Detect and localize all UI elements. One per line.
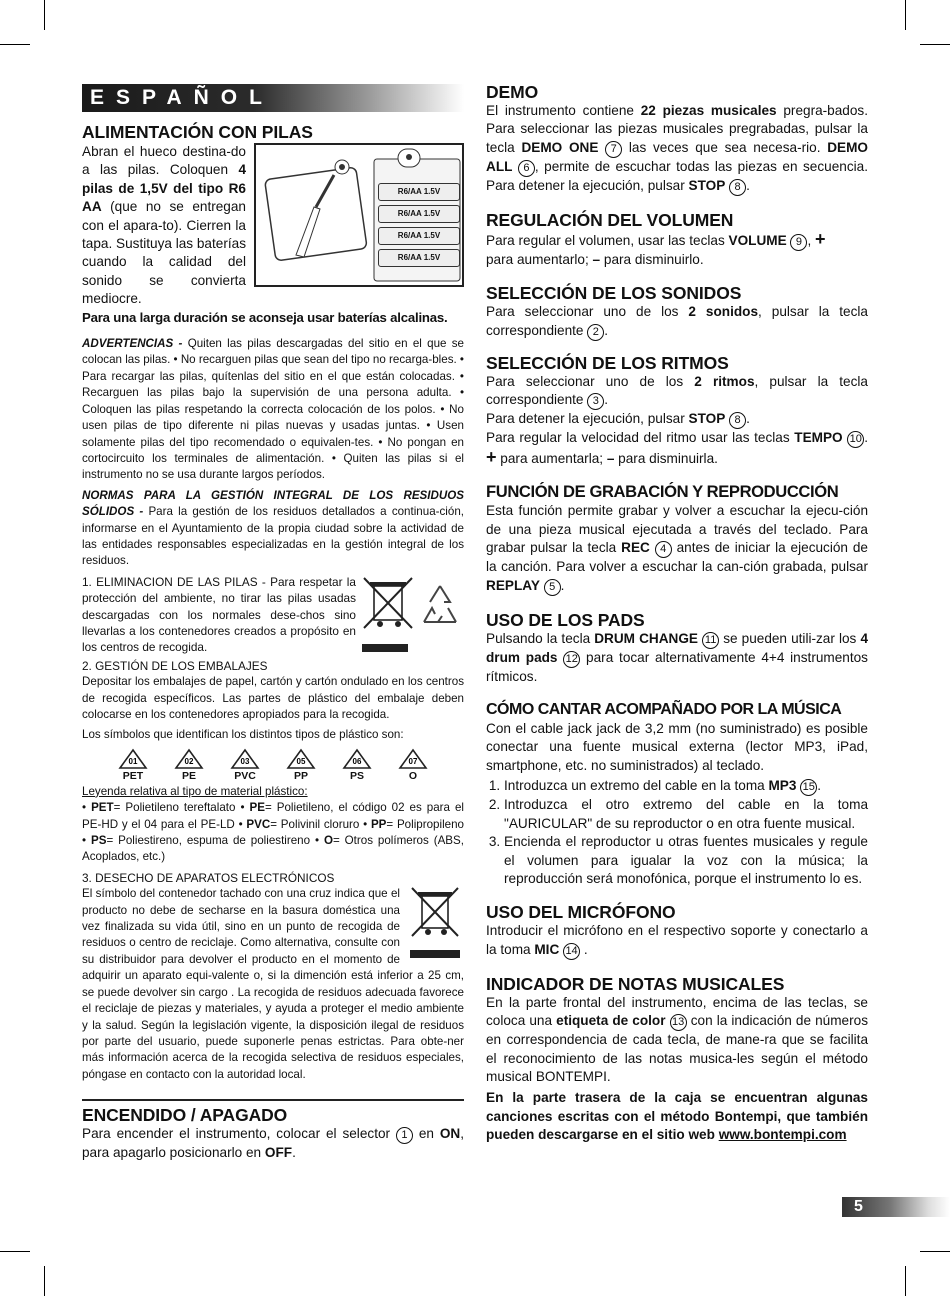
recycle-triangle-icon: [341, 748, 373, 770]
battery-cell: R6/AA 1.5V: [378, 227, 460, 245]
legend-entry: PE= Polietileno, el código 02 es para el PE-HD y el 04 para el PE-LD •: [82, 801, 465, 831]
alkaline-note: Para una larga duración se aconseja usar baterías alcalinas.: [82, 309, 448, 325]
crop-mark: [905, 1266, 906, 1296]
mic-text: Introducir el micrófono en el respectivo soporte y conectarlo a la toma MIC 14 .: [486, 922, 868, 959]
plastic-symbol: [391, 748, 435, 782]
legend-entry: O= Otros polímeros (ABS, Acoplados, etc.): [82, 834, 464, 864]
recycle-icons: [356, 574, 464, 656]
recycle-triangle-icon: [173, 748, 205, 770]
recycle-triangle-icon: [117, 748, 149, 770]
battery-disposal-section: [82, 574, 464, 656]
volume-title: REGULACIÓN DEL VOLUMEN: [486, 209, 734, 230]
recycle-triangle-icon: [229, 748, 261, 770]
crop-mark: [920, 44, 950, 45]
download-note: En la parte trasera de la caja se encuentran algunas canciones escritas con el método Bontempi, que también pueden descargarse en el sitio web www.bontempi.com: [486, 1090, 868, 1143]
plastic-symbol: [223, 748, 267, 782]
number-badge: 15: [800, 779, 817, 796]
power-title: ENCENDIDO / APAGADO: [82, 1105, 288, 1126]
number-badge: 8: [729, 412, 746, 429]
number-badge: 12: [563, 651, 580, 668]
number-badge: 8: [729, 179, 746, 196]
weee-icon-block: [406, 886, 464, 960]
number-badge: 4: [655, 541, 672, 558]
number-badge: 3: [587, 393, 604, 410]
plastic-name: PE: [181, 769, 196, 782]
record-text: Esta función permite grabar y volver a escuchar la ejecu-ción de una pieza musical ejecutada a través del teclado. Para grabar pulsar la tecla REC 4 antes de iniciar la ejecución de la canción. Para volver a escuchar la can-ción grabada, pulsar REPLAY 5 .: [486, 502, 868, 595]
language-banner: ESPAÑOL: [82, 84, 464, 112]
crop-mark: [905, 0, 906, 30]
battery-text: (que no se entregan con el apara-to). Cierren la tapa. Sustituya las baterías cuando la calidad del sonido se convierta mediocre.: [82, 199, 246, 307]
plastic-symbol: [111, 748, 155, 782]
list-item: 3. Encienda el reproductor u otras fuentes musicales y regule el volumen para igualar la voz con la música; la reproducción será monofónica, porque el instrumento lo es.: [504, 833, 868, 888]
list-item: 2. Introduzca el otro extremo del cable en la toma "AURICULAR" de su reproductor o en otra fuente musical.: [504, 796, 868, 833]
warnings-text: Quiten las pilas descargadas del sitio en el que se colocan las pilas. • No recarguen pilas que sean del tipo no recarga-bles. • Para recargar las pilas, quítenlas del sitio en el que están colocadas. • Recarguen las pilas bajo la supervisión de una persona adulta. • Coloquen las pilas respetando la correcta colocación de los polos. • No usen pilas de tipo diferente ni pilas nuevas y usadas juntas. • Usen solamente pilas del tipo recomendado o equivalen-tes. • No pongan en cortocircuito los terminales de alimentación. • Quiten las pilas si el instrumento no se usa durante largos períodos.: [82, 337, 464, 482]
sounds-title: SELECCIÓN DE LOS SONIDOS: [486, 283, 742, 304]
number-badge: 1: [396, 1127, 413, 1144]
symbols-intro: Los símbolos que identifican los distintos tipos de plástico son:: [82, 728, 404, 742]
number-badge: 7: [605, 141, 622, 158]
plastic-symbol: [167, 748, 211, 782]
battery-type: 4 pilas de 1,5V del tipo R6 AA: [82, 162, 246, 215]
plastic-name: PS: [349, 769, 364, 782]
plastic-code: 07: [408, 756, 418, 766]
pads-title: USO DE LOS PADS: [486, 609, 645, 630]
weee-text: El símbolo del contenedor tachado con una cruz indica que el producto no debe de secharse en la basura doméstica una vez finalizada su vida útil, sino en un punto de recogida de residuos o centro de reciclaje. Como alternativa, consulte con su distribuidor para devolver el producto en el momento de adquirir un aparato equi-valente o, si la dimención está inferior a 25 cm, se puede devolver sin cargo . La recogida de residuos adecuada favorece el reciclaje de piezas y materiales, y ayuda a proteger el medio ambiente y la salud. Según la legislación vigente, la disposición ilegal de residuos por parte del usuario, puede suponerle penas estrictas. Para obte-ner más información acerca de la recogida selectiva de residuos especiales, póngase en contacto con la autoridad local.: [82, 887, 464, 1081]
weee-title: 3. DESECHO DE APARATOS ELECTRÓNICOS: [82, 870, 335, 885]
plastic-symbols-row: [82, 748, 464, 782]
battery-cell: R6/AA 1.5V: [378, 183, 460, 201]
battery-cell: R6/AA 1.5V: [378, 249, 460, 267]
page-number: 5: [842, 1197, 950, 1217]
plastic-symbol: [279, 748, 323, 782]
crossed-bin-icon: [406, 886, 464, 960]
demo-text: El instrumento contiene 22 piezas musicales pregra-bados. Para seleccionar las piezas musicales pregrabadas, pulsar la tecla DEMO ONE 7 las veces que sea necesa-rio. DEMO ALL 6 , permite de escuchar todas las piezas en secuencia. Para detener la ejecución, pulsar STOP 8 .: [486, 102, 868, 196]
sing-title: CÓMO CANTAR ACOMPAÑADO POR LA MÚSICA: [486, 701, 842, 719]
pads-text: Pulsando la tecla DRUM CHANGE 11 se pueden utili-zar los 4 drum pads 12 para tocar alternativamente 4+4 instrumentos rítmicos.: [486, 630, 868, 684]
mic-title: USO DEL MICRÓFONO: [486, 902, 676, 923]
list-item: 1. Introduzca un extremo del cable en la toma MP3 15 .: [504, 777, 868, 796]
plastic-code: 01: [128, 756, 138, 766]
notes-title: INDICADOR DE NOTAS MUSICALES: [486, 973, 785, 994]
divider: [82, 1099, 464, 1101]
packaging-title: 2. GESTIÓN DE LOS EMBALAJES: [82, 658, 268, 673]
recycle-triangle-icon: [285, 748, 317, 770]
plastic-name: PP: [293, 769, 308, 782]
number-badge: 11: [702, 632, 719, 649]
crop-mark: [0, 44, 30, 45]
notes-text: En la parte frontal del instrumento, encima de las teclas, se coloca una etiqueta de color 13 con la indicación de números en correspondencia de cada tecla, de mane-ra que se facilita el reconocimiento de las notas musica-les según el método musical BONTEMPI.: [486, 994, 868, 1084]
sounds-text: Para seleccionar uno de los 2 sonidos, pulsar la tecla correspondiente 2 .: [486, 303, 868, 340]
battery-section: [82, 143, 464, 309]
legend-entry: PP= Polipropileno •: [82, 817, 464, 848]
number-badge: 9: [790, 234, 807, 251]
plastic-code: 02: [184, 756, 194, 766]
volume-text: Para regular el volumen, usar las teclas VOLUME 9 , + para aumentarlo; – para disminuirlo.: [486, 228, 826, 267]
number-badge: 10: [847, 431, 864, 448]
norms-text: Para la gestión de los residuos detallados a continua-ción, informarse en el Ayuntamiento de la propia ciudad sobre la actividad de las entidades responsables especializadas en la gestión integral de los residuos.: [82, 505, 464, 568]
sing-intro: Con el cable jack jack de 3,2 mm (no suministrado) es posible conectar una fuente musical externa (lector MP3, iPad, smartphone, etc. no suministrados) al teclado.: [486, 721, 868, 773]
legend-entry: • PET= Polietileno tereftalato •: [82, 801, 250, 815]
number-badge: 6: [518, 160, 535, 177]
plastic-name: O: [408, 769, 418, 782]
demo-title: DEMO: [486, 82, 539, 102]
number-badge: 2: [587, 324, 604, 341]
plastic-symbol: [335, 748, 379, 782]
recycle-icon: [418, 582, 462, 630]
number-badge: 5: [544, 579, 561, 596]
battery-cell: R6/AA 1.5V: [378, 205, 460, 223]
plastic-code: 05: [296, 756, 306, 766]
battery-text: Abran el hueco destina-do a las pilas. Coloquen: [82, 144, 246, 178]
number-badge: 14: [563, 943, 580, 960]
crop-mark: [44, 1266, 45, 1296]
battery-illustration: [254, 143, 464, 287]
legend-title: Leyenda relativa al tipo de material plástico:: [82, 784, 308, 798]
warnings-paragraph: [82, 336, 464, 484]
weee-section: [82, 886, 464, 1083]
left-column: [82, 82, 464, 1163]
record-title: FUNCIÓN DE GRABACIÓN Y REPRODUCCIÓN: [486, 482, 839, 502]
number-badge: 13: [670, 1014, 687, 1031]
website-link[interactable]: www.bontempi.com: [718, 1127, 847, 1143]
right-column: [486, 82, 868, 1145]
legend-entry: PS= Poliestireno, espuma de poliestireno •: [90, 834, 324, 848]
battery-title: ALIMENTACIÓN CON PILAS: [82, 122, 313, 142]
plastic-code: 06: [352, 756, 362, 766]
sing-steps: [486, 777, 868, 888]
rhythms-title: SELECCIÓN DE LOS RITMOS: [486, 352, 729, 373]
legend-text: [82, 800, 464, 866]
packaging-text: Depositar los embalajes de papel, cartón y cartón ondulado en los centros de recogida específicos. Las partes de plástico del embalaje deben colocarse en los contenedores apropiados para la recogida.: [82, 675, 464, 721]
warnings-label: ADVERTENCIAS -: [82, 337, 188, 351]
plastic-code: 03: [240, 756, 250, 766]
power-text: Para encender el instrumento, colocar el selector 1 en ON, para apagarlo posicionarlo en OFF.: [82, 1126, 464, 1161]
recycle-triangle-icon: [397, 748, 429, 770]
elim-text: - Para respetar la protección del ambiente, no tirar las pilas usadas descargadas con los normales dese-chos sino llevarlas a los contenedores creados a propósito en los centros de recogida.: [82, 574, 356, 655]
norms-paragraph: [82, 488, 464, 570]
legend-entry: PVC= Polivinil cloruro •: [246, 817, 371, 831]
rhythms-text: Para seleccionar uno de los 2 ritmos, pulsar la tecla correspondiente 3 . Para detener la ejecución, pulsar STOP 8 . Para regular la velocidad del ritmo usar las teclas TEMPO 10 . + para aumentarla; – para disminuirla.: [486, 373, 869, 468]
plastic-name: PVC: [234, 769, 256, 782]
crop-mark: [920, 1251, 950, 1252]
plastic-name: PET: [122, 769, 144, 782]
crop-mark: [0, 1251, 30, 1252]
crop-mark: [44, 0, 45, 30]
norms-label: NORMAS PARA LA GESTIÓN INTEGRAL DE LOS RESIDUOS SÓLIDOS -: [82, 488, 464, 519]
elim-title: 1. ELIMINACION DE LAS PILAS: [82, 574, 258, 589]
